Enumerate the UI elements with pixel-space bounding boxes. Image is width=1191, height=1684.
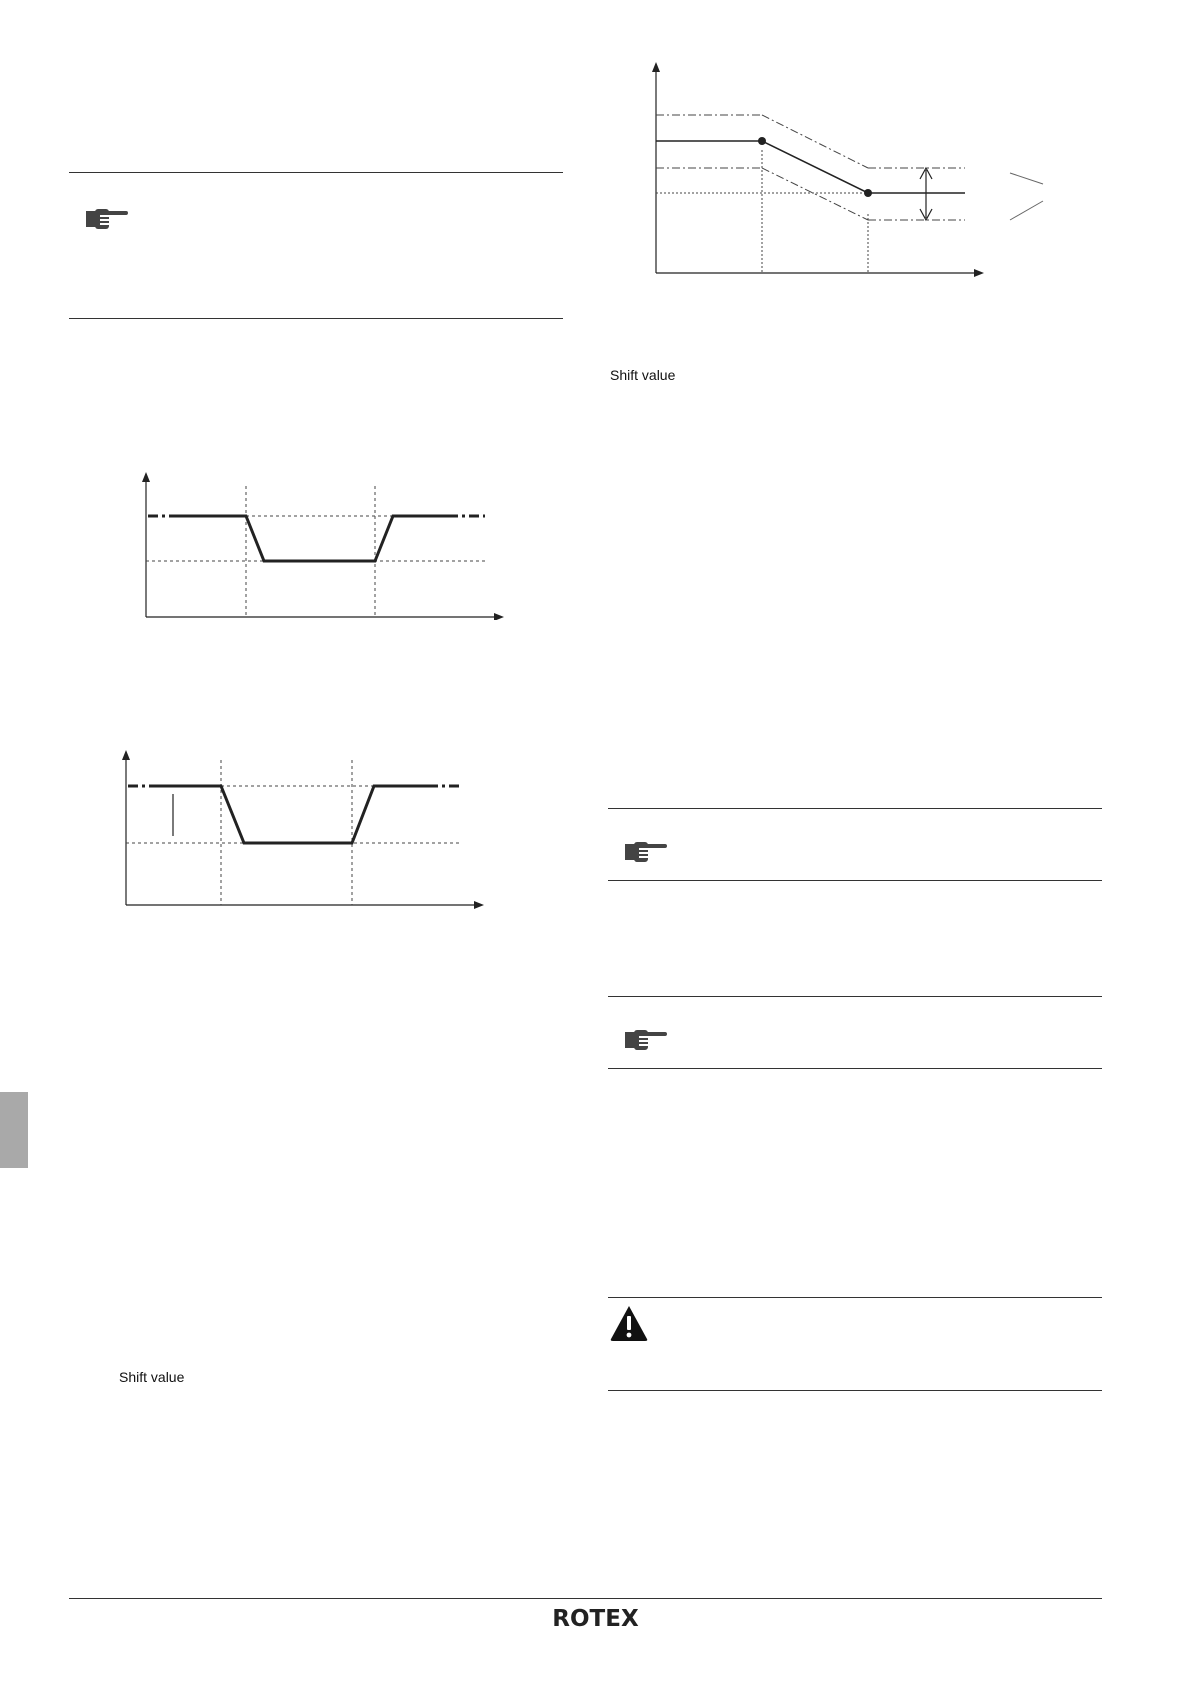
rotex-logo: ROTEX [552, 1606, 639, 1632]
note-box-1-top-rule [608, 808, 1102, 809]
graph1-x-arrow [494, 613, 504, 620]
graph3-band-limits [656, 115, 965, 220]
graph3-point-2 [864, 189, 872, 197]
graph1-curve [175, 516, 448, 561]
chapter-side-tab [0, 1092, 28, 1168]
shift-value-caption-left: Shift value [119, 1369, 185, 1385]
setpoint-graph-2 [110, 748, 490, 910]
note-box-2-bottom-rule [608, 1068, 1102, 1069]
warning-triangle-icon [609, 1304, 649, 1342]
graph1-guides [146, 486, 485, 617]
note-box-top-rule [69, 172, 563, 173]
hand-pointing-icon [86, 205, 128, 233]
weather-dependent-graph [640, 60, 1060, 285]
note-box-bottom-rule [69, 318, 563, 319]
hand-pointing-icon [625, 1026, 667, 1054]
graph3-shift-arrow [920, 168, 932, 220]
graph3-axes [656, 68, 978, 273]
warning-box-top-rule [608, 1297, 1102, 1298]
graph3-bracket [1010, 173, 1043, 220]
hand-pointing-icon [625, 838, 667, 866]
graph2-y-arrow [122, 750, 130, 760]
note-box-2-top-rule [608, 996, 1102, 997]
graph2-x-arrow [474, 901, 484, 909]
graph2-curve [150, 786, 428, 843]
graph3-curve [656, 141, 965, 193]
graph2-axes [126, 756, 478, 905]
setpoint-graph-1 [130, 470, 510, 620]
graph2-guides [126, 760, 460, 905]
graph3-point-1 [758, 137, 766, 145]
graph3-x-arrow [974, 269, 984, 277]
warning-box-bottom-rule [608, 1390, 1102, 1391]
graph1-axes [146, 478, 498, 617]
note-box-1-bottom-rule [608, 880, 1102, 881]
graph3-y-arrow [652, 62, 660, 72]
shift-value-caption-right: Shift value [610, 367, 676, 383]
graph1-y-arrow [142, 472, 150, 482]
footer-rule [69, 1598, 1102, 1599]
